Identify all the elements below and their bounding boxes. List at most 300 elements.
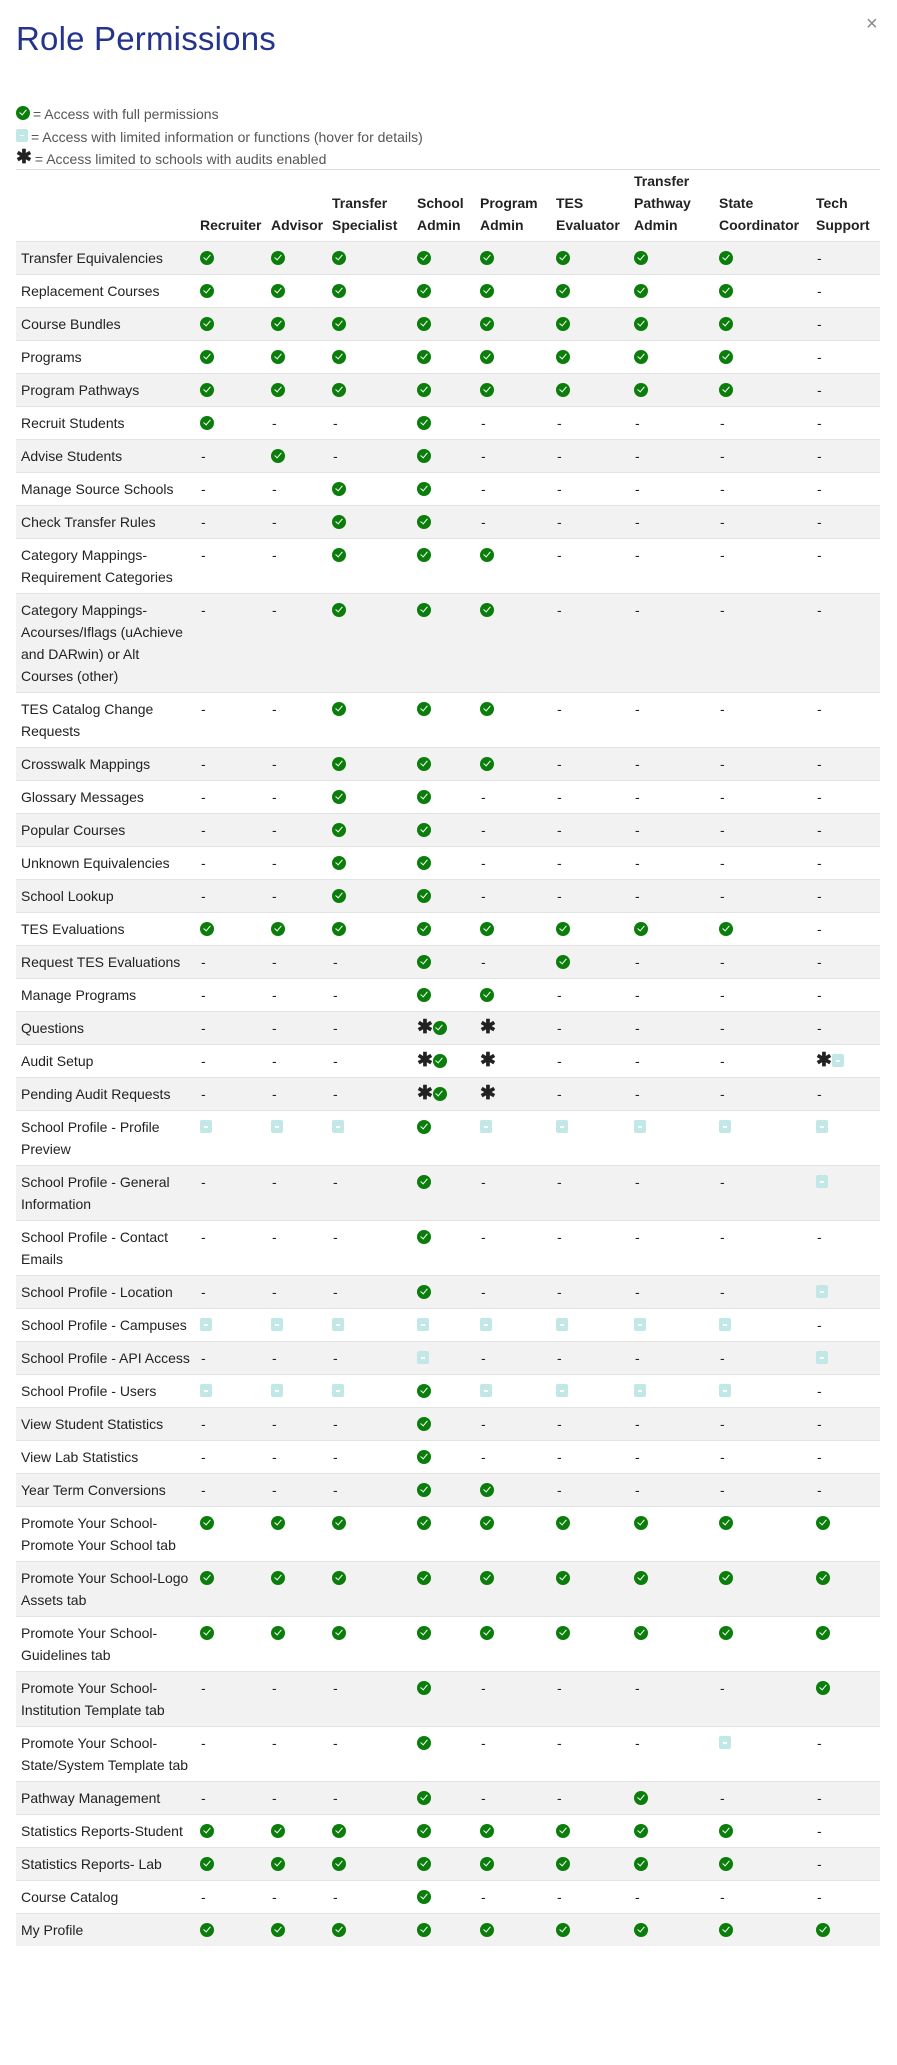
check-circle-icon [556, 1516, 570, 1530]
permission-cell-state-coordinator [719, 1914, 816, 1947]
table-row [16, 1375, 880, 1408]
permission-cell-transfer-specialist [332, 1078, 417, 1111]
legend [16, 103, 423, 171]
permission-cell-transfer-pathway-admin [634, 506, 719, 539]
limited-access-icon[interactable] [719, 1384, 731, 1397]
permission-cell-transfer-pathway-admin [634, 946, 719, 979]
permission-cell-tes-evaluator [556, 539, 634, 594]
permission-cell-program-admin [480, 1166, 556, 1221]
table-row [16, 1221, 880, 1276]
permission-cell-tes-evaluator [556, 1375, 634, 1408]
permission-cell-transfer-pathway-admin [634, 1309, 719, 1342]
permission-cell-transfer-specialist [332, 308, 417, 341]
permission-cell-program-admin [480, 814, 556, 847]
limited-access-icon[interactable] [816, 1120, 828, 1133]
row-label: Audit Setup [16, 1045, 200, 1078]
row-label: Pending Audit Requests [16, 1078, 200, 1111]
permission-cell-school-admin [417, 1881, 480, 1914]
no-access-dash: - [333, 415, 338, 431]
permission-cell-advisor [271, 814, 332, 847]
limited-access-icon[interactable] [480, 1384, 492, 1397]
permission-cell-recruiter [200, 781, 271, 814]
check-circle-icon [417, 1483, 431, 1497]
limited-access-icon[interactable] [634, 1384, 646, 1397]
limited-access-icon[interactable] [271, 1384, 283, 1397]
permission-cell-transfer-pathway-admin [634, 1441, 719, 1474]
no-access-dash: - [557, 1680, 562, 1696]
check-circle-icon [417, 1681, 431, 1695]
check-circle-icon [480, 350, 494, 364]
check-circle-icon [417, 515, 431, 529]
permission-cell-tes-evaluator [556, 1166, 634, 1221]
row-label: School Profile - Contact Emails [16, 1221, 200, 1276]
permission-cell-advisor [271, 1562, 332, 1617]
no-access-dash: - [201, 701, 206, 717]
limited-access-icon[interactable] [556, 1318, 568, 1331]
permission-cell-school-admin [417, 440, 480, 473]
check-circle-icon [480, 1483, 494, 1497]
permissions-table [16, 170, 880, 1946]
no-access-dash: - [272, 1053, 277, 1069]
check-circle-icon [417, 1791, 431, 1805]
permission-cell-tech-support [816, 341, 880, 374]
column-header-transfer-pathway-admin: Transfer Pathway Admin [634, 173, 691, 233]
permission-cell-recruiter [200, 1727, 271, 1782]
permission-cell-school-admin [417, 1848, 480, 1881]
permission-cell-school-admin [417, 847, 480, 880]
no-access-dash: - [333, 1449, 338, 1465]
permission-cell-transfer-pathway-admin [634, 374, 719, 407]
permission-cell-recruiter [200, 748, 271, 781]
no-access-dash: - [201, 1053, 206, 1069]
permission-cell-tes-evaluator [556, 1815, 634, 1848]
no-access-dash: - [817, 822, 822, 838]
permission-cell-advisor [271, 1309, 332, 1342]
limited-access-icon[interactable] [200, 1120, 212, 1133]
permission-cell-transfer-pathway-admin [634, 308, 719, 341]
check-circle-icon [332, 1626, 346, 1640]
row-label: Year Term Conversions [16, 1474, 200, 1507]
permission-cell-advisor [271, 1474, 332, 1507]
permission-cell-tech-support [816, 308, 880, 341]
no-access-dash: - [272, 481, 277, 497]
permission-cell-transfer-specialist [332, 979, 417, 1012]
header-feature [16, 170, 200, 242]
permission-cell-transfer-specialist [332, 1914, 417, 1947]
permission-cell-recruiter [200, 1782, 271, 1815]
permission-cell-transfer-pathway-admin [634, 594, 719, 693]
no-access-dash: - [272, 789, 277, 805]
permission-cell-transfer-pathway-admin [634, 748, 719, 781]
check-circle-icon [417, 1736, 431, 1750]
check-circle-icon [271, 1824, 285, 1838]
permission-cell-advisor [271, 1111, 332, 1166]
permission-cell-recruiter [200, 880, 271, 913]
permission-cell-school-admin [417, 1111, 480, 1166]
no-access-dash: - [201, 756, 206, 772]
no-access-dash: - [481, 1735, 486, 1751]
permission-cell-tech-support [816, 1309, 880, 1342]
column-header-tech-support: Tech Support [816, 195, 870, 233]
table-row [16, 693, 880, 748]
permission-cell-transfer-specialist [332, 506, 417, 539]
permission-cell-program-admin [480, 1914, 556, 1947]
permission-cell-tech-support [816, 1881, 880, 1914]
no-access-dash: - [333, 1889, 338, 1905]
no-access-dash: - [817, 547, 822, 563]
limited-access-icon[interactable] [271, 1318, 283, 1331]
no-access-dash: - [817, 1020, 822, 1036]
column-header-recruiter: Recruiter [200, 217, 262, 233]
table-row [16, 1617, 880, 1672]
check-circle-icon [417, 1285, 431, 1299]
no-access-dash: - [333, 987, 338, 1003]
permission-cell-advisor [271, 275, 332, 308]
column-header-state-coordinator: State Coordinator [719, 195, 800, 233]
no-access-dash: - [720, 1680, 725, 1696]
check-circle-icon [480, 1923, 494, 1937]
check-circle-icon [816, 1923, 830, 1937]
permission-cell-state-coordinator [719, 847, 816, 880]
table-row [16, 781, 880, 814]
no-access-dash: - [817, 283, 822, 299]
permission-cell-tech-support [816, 275, 880, 308]
limited-access-icon[interactable] [480, 1318, 492, 1331]
table-row [16, 1848, 880, 1881]
check-circle-icon [417, 603, 431, 617]
row-label: School Profile - Campuses [16, 1309, 200, 1342]
permission-cell-advisor [271, 242, 332, 275]
limited-access-icon[interactable] [271, 1120, 283, 1133]
permission-cell-advisor [271, 1078, 332, 1111]
permission-cell-program-admin [480, 1045, 556, 1078]
no-access-dash: - [817, 1383, 822, 1399]
permission-cell-state-coordinator [719, 308, 816, 341]
row-label: Statistics Reports-Student [16, 1815, 200, 1848]
no-access-dash: - [201, 1889, 206, 1905]
permission-cell-transfer-specialist [332, 1045, 417, 1078]
no-access-dash: - [272, 1350, 277, 1366]
permission-cell-state-coordinator [719, 1474, 816, 1507]
permission-cell-advisor [271, 781, 332, 814]
limited-access-icon[interactable] [556, 1120, 568, 1133]
check-circle-icon [271, 1571, 285, 1585]
permission-cell-transfer-specialist [332, 1111, 417, 1166]
table-row [16, 1474, 880, 1507]
table-row [16, 1441, 880, 1474]
check-circle-icon [719, 251, 733, 265]
permission-cell-program-admin [480, 1474, 556, 1507]
no-access-dash: - [481, 1174, 486, 1190]
no-access-dash: - [272, 1735, 277, 1751]
permission-cell-advisor [271, 473, 332, 506]
permission-cell-tes-evaluator [556, 1507, 634, 1562]
no-access-dash: - [635, 514, 640, 530]
permission-cell-school-admin [417, 1507, 480, 1562]
no-access-dash: - [481, 481, 486, 497]
check-circle-icon [816, 1571, 830, 1585]
row-label: Programs [16, 341, 200, 374]
limited-access-icon[interactable] [200, 1318, 212, 1331]
check-circle-icon [417, 284, 431, 298]
limited-access-icon[interactable] [832, 1054, 844, 1067]
permission-cell-tes-evaluator [556, 1848, 634, 1881]
check-circle-icon [332, 515, 346, 529]
row-label: Promote Your School-Promote Your School tab [16, 1507, 200, 1562]
no-access-dash: - [635, 1482, 640, 1498]
permission-cell-transfer-specialist [332, 814, 417, 847]
permission-cell-transfer-specialist [332, 275, 417, 308]
permission-cell-program-admin [480, 506, 556, 539]
check-circle-icon [417, 1857, 431, 1871]
permission-cell-recruiter [200, 1375, 271, 1408]
limited-access-icon[interactable] [200, 1384, 212, 1397]
row-label: Glossary Messages [16, 781, 200, 814]
permission-cell-tes-evaluator [556, 979, 634, 1012]
no-access-dash: - [817, 987, 822, 1003]
no-access-dash: - [557, 1449, 562, 1465]
permission-cell-program-admin [480, 308, 556, 341]
table-row [16, 1045, 880, 1078]
no-access-dash: - [272, 1790, 277, 1806]
permission-cell-state-coordinator [719, 781, 816, 814]
permission-cell-transfer-pathway-admin [634, 1045, 719, 1078]
full-access-icon [16, 106, 30, 120]
no-access-dash: - [817, 756, 822, 772]
permission-cell-school-admin [417, 374, 480, 407]
limited-access-icon[interactable] [816, 1351, 828, 1364]
permission-cell-advisor [271, 1342, 332, 1375]
check-circle-icon [332, 251, 346, 265]
limited-access-icon[interactable] [719, 1120, 731, 1133]
permission-cell-recruiter [200, 1012, 271, 1045]
row-label: School Profile - Users [16, 1375, 200, 1408]
legend-audit [16, 148, 423, 171]
no-access-dash: - [635, 481, 640, 497]
no-access-dash: - [201, 1174, 206, 1190]
check-circle-icon [417, 1890, 431, 1904]
limited-access-icon [16, 129, 28, 142]
limited-access-icon[interactable] [634, 1120, 646, 1133]
no-access-dash: - [481, 1416, 486, 1432]
check-circle-icon [332, 284, 346, 298]
check-circle-icon [417, 1516, 431, 1530]
permission-cell-school-admin [417, 1309, 480, 1342]
no-access-dash: - [720, 514, 725, 530]
no-access-dash: - [272, 1174, 277, 1190]
permission-cell-transfer-specialist [332, 1309, 417, 1342]
permission-cell-transfer-specialist [332, 1342, 417, 1375]
no-access-dash: - [720, 1889, 725, 1905]
permission-cell-transfer-specialist [332, 1562, 417, 1617]
no-access-dash: - [201, 822, 206, 838]
permission-cell-tes-evaluator [556, 1782, 634, 1815]
permission-cell-recruiter [200, 1111, 271, 1166]
no-access-dash: - [201, 1229, 206, 1245]
permission-cell-transfer-specialist [332, 242, 417, 275]
limited-access-icon[interactable] [332, 1318, 344, 1331]
check-circle-icon [200, 1824, 214, 1838]
no-access-dash: - [720, 1053, 725, 1069]
permission-cell-school-admin [417, 1375, 480, 1408]
no-access-dash: - [635, 855, 640, 871]
permission-cell-advisor [271, 440, 332, 473]
no-access-dash: - [557, 987, 562, 1003]
no-access-dash: - [272, 987, 277, 1003]
permission-cell-advisor [271, 1375, 332, 1408]
no-access-dash: - [635, 1735, 640, 1751]
no-access-dash: - [333, 1174, 338, 1190]
column-header-tes-evaluator: TES Evaluator [556, 195, 620, 233]
check-circle-icon [556, 350, 570, 364]
check-circle-icon [200, 1626, 214, 1640]
check-circle-icon [417, 548, 431, 562]
no-access-dash: - [481, 1449, 486, 1465]
permission-cell-recruiter [200, 242, 271, 275]
no-access-dash: - [481, 954, 486, 970]
no-access-dash: - [201, 855, 206, 871]
limited-access-icon[interactable] [816, 1175, 828, 1188]
permission-cell-recruiter [200, 308, 271, 341]
no-access-dash: - [201, 1350, 206, 1366]
row-label: Promote Your School-Institution Template tab [16, 1672, 200, 1727]
permission-cell-advisor [271, 407, 332, 440]
limited-access-icon[interactable] [480, 1120, 492, 1133]
permission-cell-transfer-pathway-admin [634, 1221, 719, 1276]
limited-access-icon[interactable] [634, 1318, 646, 1331]
permission-cell-recruiter [200, 341, 271, 374]
permission-cell-recruiter [200, 473, 271, 506]
table-row [16, 847, 880, 880]
permission-cell-transfer-specialist [332, 946, 417, 979]
permission-cell-school-admin [417, 1012, 480, 1045]
no-access-dash: - [557, 888, 562, 904]
legend-full-text: = Access with full permissions [33, 106, 219, 123]
check-circle-icon [271, 1923, 285, 1937]
limited-access-icon[interactable] [332, 1120, 344, 1133]
no-access-dash: - [272, 1482, 277, 1498]
no-access-dash: - [272, 1086, 277, 1102]
check-circle-icon [480, 284, 494, 298]
asterisk-icon: ✱ [16, 147, 32, 169]
check-circle-icon [417, 416, 431, 430]
permission-cell-transfer-specialist [332, 1221, 417, 1276]
limited-access-icon[interactable] [417, 1318, 429, 1331]
permission-cell-transfer-pathway-admin [634, 880, 719, 913]
permission-cell-school-admin [417, 1474, 480, 1507]
no-access-dash: - [557, 1482, 562, 1498]
check-circle-icon [433, 1021, 447, 1035]
permission-cell-transfer-pathway-admin [634, 275, 719, 308]
permission-cell-transfer-specialist [332, 1848, 417, 1881]
check-circle-icon [480, 1626, 494, 1640]
no-access-dash: - [557, 756, 562, 772]
check-circle-icon [480, 548, 494, 562]
check-circle-icon [417, 1230, 431, 1244]
close-icon[interactable]: × [866, 13, 878, 35]
no-access-dash: - [201, 1020, 206, 1036]
check-circle-icon [417, 757, 431, 771]
no-access-dash: - [557, 415, 562, 431]
no-access-dash: - [557, 1416, 562, 1432]
limited-access-icon[interactable] [332, 1384, 344, 1397]
check-circle-icon [332, 856, 346, 870]
check-circle-icon [200, 1571, 214, 1585]
no-access-dash: - [817, 1482, 822, 1498]
row-label: TES Evaluations [16, 913, 200, 946]
check-circle-icon [271, 317, 285, 331]
permission-cell-program-admin [480, 539, 556, 594]
no-access-dash: - [817, 789, 822, 805]
check-circle-icon [556, 317, 570, 331]
no-access-dash: - [272, 888, 277, 904]
check-circle-icon [417, 790, 431, 804]
no-access-dash: - [817, 1790, 822, 1806]
check-circle-icon [417, 251, 431, 265]
permission-cell-recruiter [200, 1078, 271, 1111]
permission-cell-recruiter [200, 1045, 271, 1078]
check-circle-icon [332, 790, 346, 804]
no-access-dash: - [333, 1680, 338, 1696]
limited-access-icon[interactable] [556, 1384, 568, 1397]
permission-cell-tech-support [816, 1408, 880, 1441]
permission-cell-recruiter [200, 506, 271, 539]
permission-cell-tech-support [816, 594, 880, 693]
permission-cell-state-coordinator [719, 407, 816, 440]
permission-cell-advisor [271, 748, 332, 781]
no-access-dash: - [817, 481, 822, 497]
permission-cell-transfer-pathway-admin [634, 407, 719, 440]
table-row [16, 1507, 880, 1562]
permission-cell-transfer-pathway-admin [634, 1617, 719, 1672]
table-row [16, 946, 880, 979]
no-access-dash: - [720, 1229, 725, 1245]
limited-access-icon[interactable] [417, 1351, 429, 1364]
permission-cell-transfer-specialist [332, 693, 417, 748]
check-circle-icon [271, 1626, 285, 1640]
table-row [16, 1782, 880, 1815]
permission-cell-transfer-specialist [332, 407, 417, 440]
permission-cell-tes-evaluator [556, 1078, 634, 1111]
permission-cell-program-admin [480, 1848, 556, 1881]
permission-cell-transfer-pathway-admin [634, 1507, 719, 1562]
no-access-dash: - [635, 1053, 640, 1069]
table-row [16, 748, 880, 781]
limited-access-icon[interactable] [719, 1318, 731, 1331]
check-circle-icon [634, 383, 648, 397]
permission-cell-advisor [271, 308, 332, 341]
permission-cell-transfer-pathway-admin [634, 1672, 719, 1727]
table-row [16, 1342, 880, 1375]
no-access-dash: - [720, 701, 725, 717]
permission-cell-state-coordinator [719, 1507, 816, 1562]
permission-cell-recruiter [200, 1441, 271, 1474]
row-label: View Lab Statistics [16, 1441, 200, 1474]
check-circle-icon [634, 1857, 648, 1871]
limited-access-icon[interactable] [719, 1736, 731, 1749]
no-access-dash: - [557, 1020, 562, 1036]
permission-cell-tech-support [816, 242, 880, 275]
permission-cell-recruiter [200, 847, 271, 880]
no-access-dash: - [720, 547, 725, 563]
column-header-school-admin: School Admin [417, 195, 464, 233]
check-circle-icon [480, 383, 494, 397]
limited-access-icon[interactable] [816, 1285, 828, 1298]
check-circle-icon [556, 284, 570, 298]
permission-cell-transfer-pathway-admin [634, 473, 719, 506]
permission-cell-tes-evaluator [556, 1408, 634, 1441]
permission-cell-school-admin [417, 1782, 480, 1815]
